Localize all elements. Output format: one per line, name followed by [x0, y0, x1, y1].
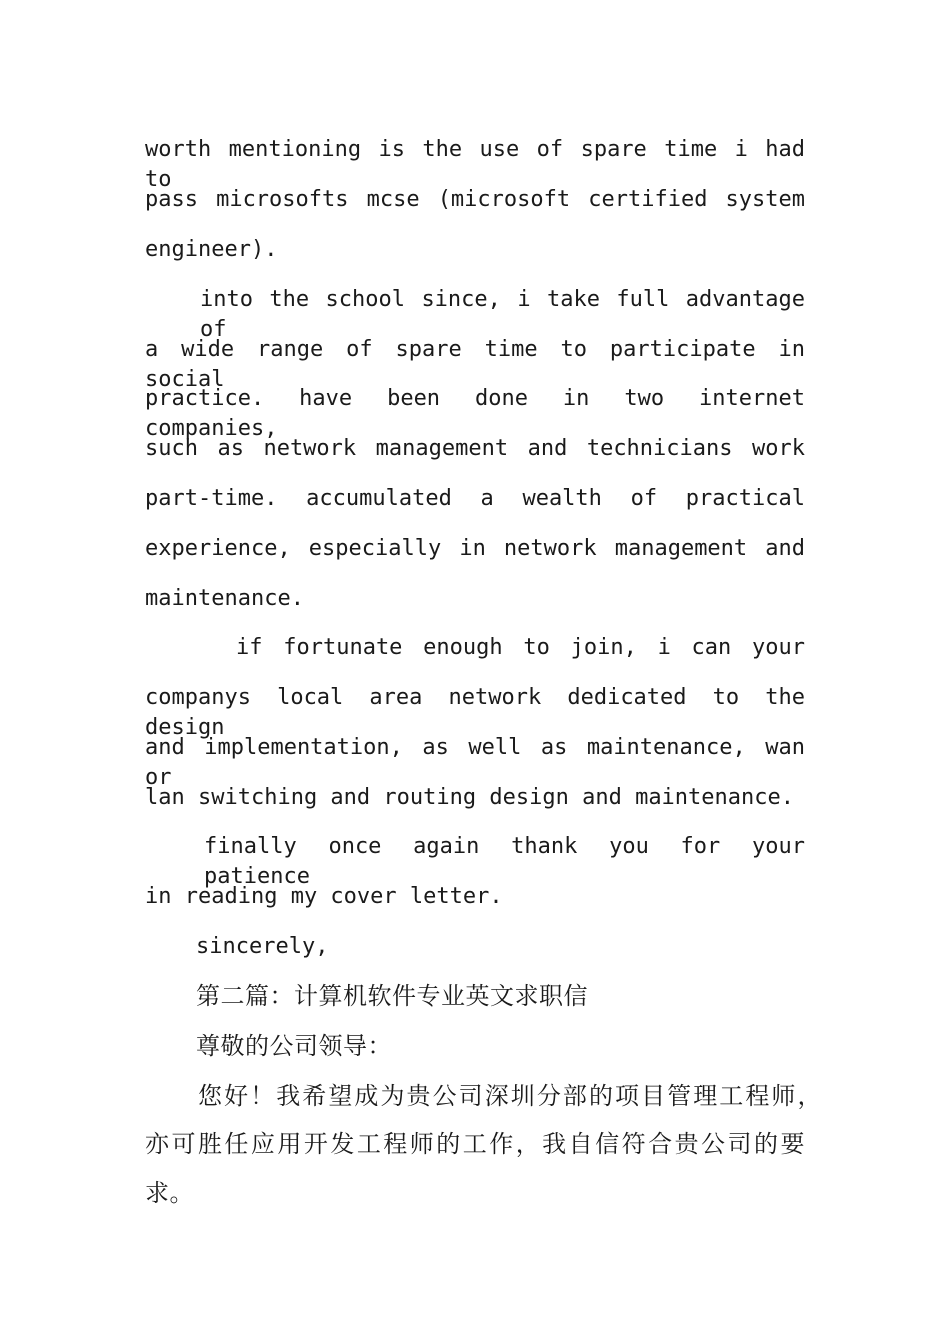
paragraph-line: in reading my cover letter.: [145, 884, 503, 909]
paragraph-line: a wide range of spare time to participate in social: [145, 337, 805, 392]
paragraph-line: such as network management and technicians work: [145, 436, 805, 461]
paragraph-line: part-time. accumulated a wealth of practical: [145, 486, 805, 511]
section-heading: 第二篇：计算机软件专业英文求职信: [196, 982, 588, 1010]
salutation: 尊敬的公司领导：: [196, 1032, 392, 1060]
paragraph-line: 您好！我希望成为贵公司深圳分部的项目管理工程师，: [198, 1082, 822, 1110]
paragraph-line: lan switching and routing design and maintenance.: [145, 785, 795, 810]
paragraph-line: worth mentioning is the use of spare time i had to: [145, 137, 805, 192]
paragraph-line: and implementation, as well as maintenance, wan or: [145, 735, 805, 790]
paragraph-line: finally once again thank you for your patience: [204, 834, 805, 889]
paragraph-line: pass microsofts mcse (microsoft certified system: [145, 187, 805, 212]
paragraph-line: practice. have been done in two internet companies,: [145, 386, 805, 441]
paragraph-line: if fortunate enough to join, i can your: [236, 635, 805, 660]
paragraph-line: experience, especially in network management and: [145, 536, 805, 561]
paragraph-line: into the school since, i take full advantage of: [200, 287, 805, 342]
paragraph-line: companys local area network dedicated to the design: [145, 685, 805, 740]
paragraph-line: engineer).: [145, 237, 278, 262]
paragraph-line: 求。: [145, 1179, 194, 1207]
paragraph-line: 亦可胜任应用开发工程师的工作，我自信符合贵公司的要: [145, 1130, 805, 1158]
paragraph-line: maintenance.: [145, 586, 304, 611]
closing-line: sincerely,: [196, 934, 329, 959]
